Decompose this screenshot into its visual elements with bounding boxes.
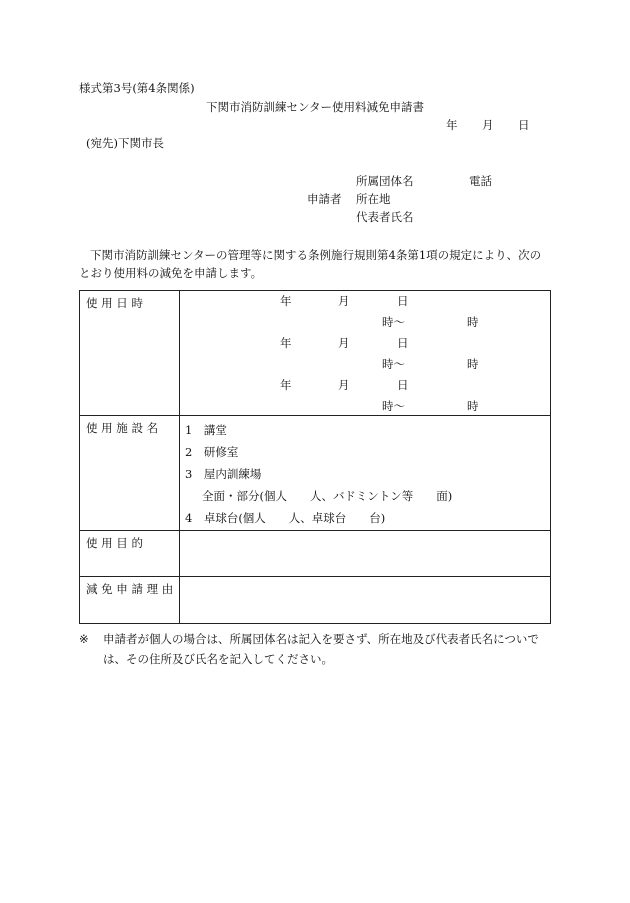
usage-datetime-cell[interactable]: 年 月 日 時〜 時 年 月 日 時〜 時 年 月 日 時〜 時 [180, 291, 551, 416]
body-text-line-1: 下関市消防訓練センターの管理等に関する条例施行規則第4条第1項の規定により、次の [90, 248, 542, 262]
facility-item-indoor-ground: 3 屋内訓練場 [185, 467, 262, 481]
body-text-line-2: とおり使用料の減免を申請します。 [79, 266, 263, 280]
phone-label: 電話 [469, 174, 492, 188]
facility-cell[interactable] [180, 416, 551, 531]
facility-header: 使 用 施 設 名 [80, 416, 180, 531]
form-number: 様式第3号(第4条関係) [79, 81, 195, 95]
purpose-row [80, 531, 551, 577]
document-title: 下関市消防訓練センター使用料減免申請書 [206, 100, 425, 114]
address-label: 所在地 [356, 192, 391, 206]
reason-row [80, 577, 551, 624]
facility-row [80, 416, 551, 531]
reason-header: 減 免 申 請 理 由 [80, 577, 180, 624]
date-year: 年 [446, 118, 458, 132]
facility-item-lecture-hall: 1 講堂 [185, 423, 227, 437]
org-name-label: 所属団体名 [356, 174, 414, 188]
facility-item-training-room: 2 研修室 [185, 445, 239, 459]
purpose-header: 使 用 目 的 [80, 531, 180, 577]
purpose-cell[interactable] [180, 531, 551, 577]
note-line-1: 申請者が個人の場合は、所属団体名は記入を要さず、所在地及び代表者氏名についで [103, 632, 539, 646]
usage-datetime-header: 使 用 日 時 [80, 291, 180, 416]
facility-item-table-tennis: 4 卓球台(個人 人、卓球台 台) [185, 511, 386, 525]
date-day: 日 [518, 118, 530, 132]
application-table [79, 290, 551, 624]
reason-cell[interactable] [180, 577, 551, 624]
addressee: (宛先)下関市長 [86, 136, 164, 150]
note-line-2: は、その住所及び氏名を記入してください。 [103, 652, 333, 666]
date-month: 月 [482, 118, 494, 132]
applicant-label: 申請者 [307, 192, 342, 206]
facility-item-indoor-ground-detail: 全面・部分(個人 人、バドミントン等 面) [202, 489, 453, 503]
usage-datetime-row [80, 291, 551, 416]
note-mark: ※ [79, 632, 89, 646]
representative-label: 代表者氏名 [356, 210, 414, 224]
